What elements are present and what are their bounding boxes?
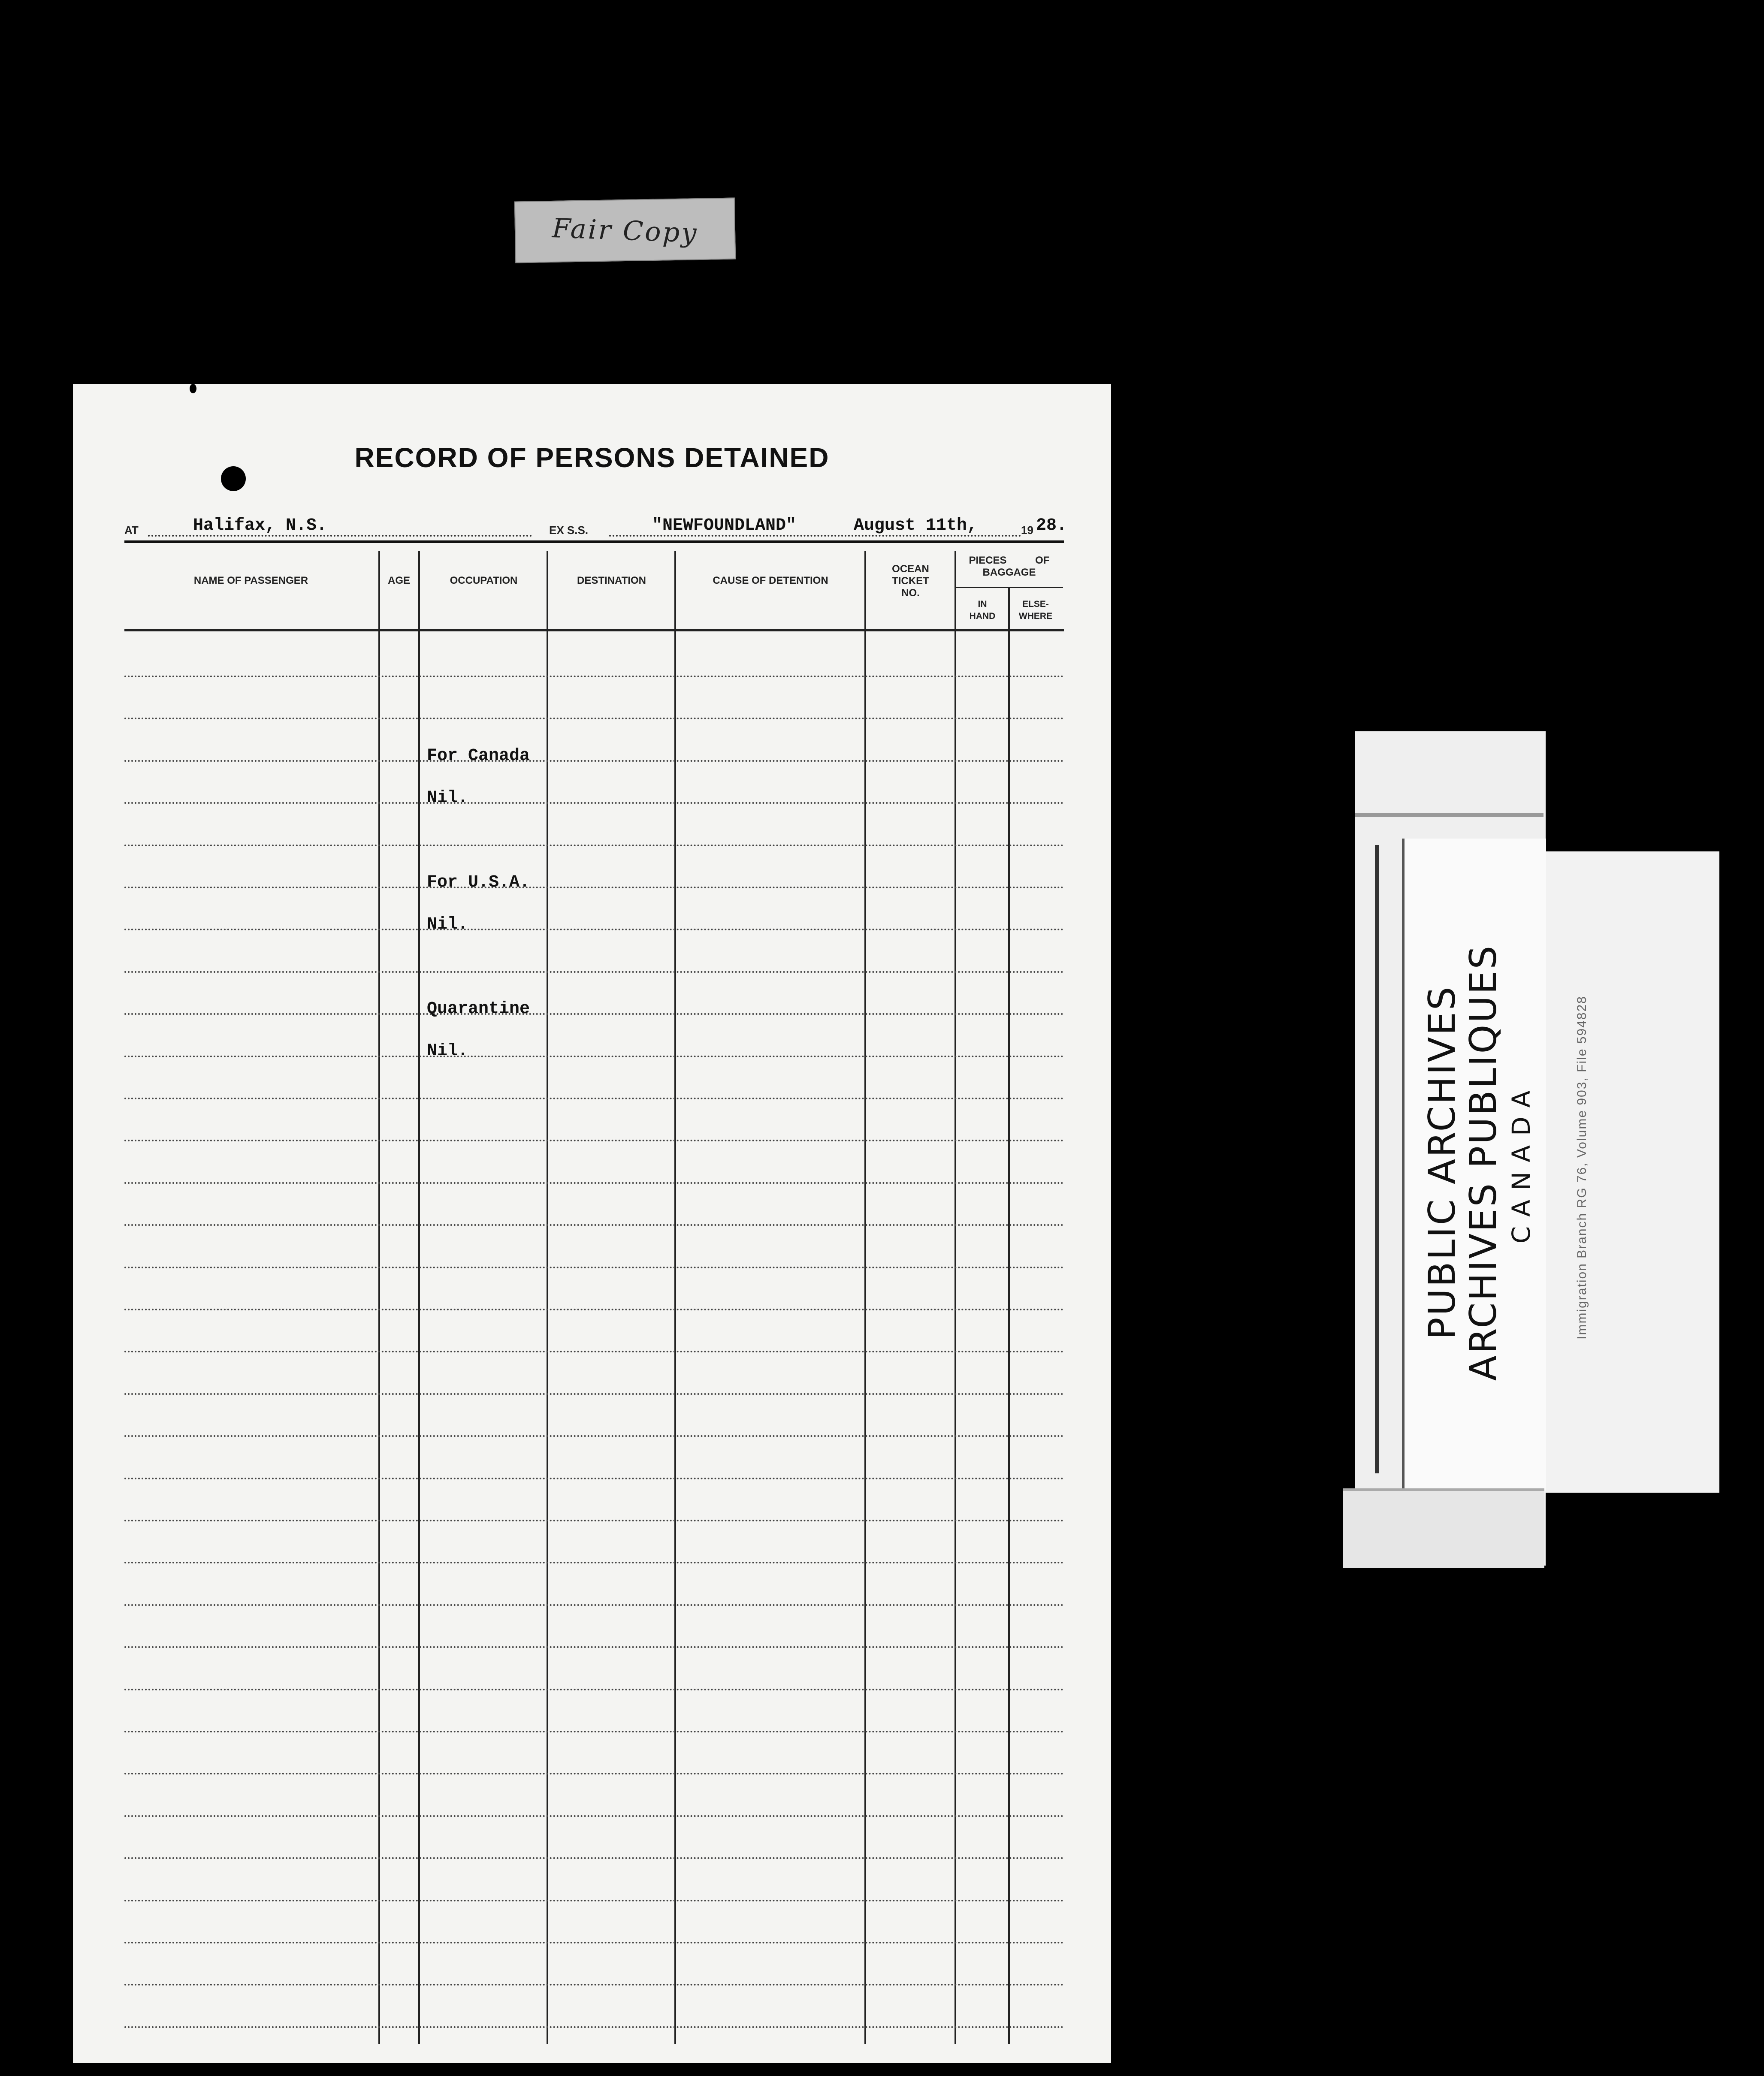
row-line [124,1309,1064,1310]
column-divider [864,551,866,2044]
archive-tag-spine [1375,845,1379,1473]
row-line [124,887,1064,888]
archive-reference-text: Immigration Branch RG 76, Volume 903, File 594828 [1575,996,1589,1340]
row-line [124,1731,1064,1732]
row-line [124,760,1064,762]
ship-name: "NEWFOUNDLAND" [652,516,797,535]
row-line [124,1140,1064,1141]
row-line [124,1689,1064,1690]
entry-for-usa: For U.S.A. [427,873,530,892]
entry-nil-quarantine: Nil. [427,1041,468,1061]
ex-ss-label: EX S.S. [549,524,589,537]
row-line [124,1056,1064,1057]
row-line [124,1900,1064,1901]
column-divider [378,551,380,2044]
entry-for-canada: For Canada [427,746,530,766]
header-cause-of-detention: CAUSE OF DETENTION [713,575,828,586]
year-prefix: 19 [1021,524,1033,537]
at-value: Halifax, N.S. [193,516,327,535]
row-line [124,1773,1064,1774]
archive-stamp-line-2: ARCHIVES PUBLIQUES [1462,944,1505,1381]
column-divider [418,551,420,2044]
copy-label-text: Fair Copy [551,212,699,249]
row-line [124,1942,1064,1943]
entry-quarantine: Quarantine [427,999,530,1019]
row-line [124,802,1064,804]
row-line [124,1351,1064,1352]
row-line [124,1478,1064,1479]
row-line [124,1182,1064,1184]
header-elsewhere: ELSE- WHERE [1018,599,1053,621]
row-line [124,718,1064,719]
archive-stamp [1381,944,1579,1381]
column-divider [954,551,956,2044]
arrival-date: August 11th, [854,516,978,535]
header-age: AGE [387,575,410,586]
row-line [124,676,1064,677]
archive-tag-bottom-fold [1343,1488,1544,1568]
row-line [124,845,1064,846]
row-line [124,1098,1064,1099]
row-line [124,929,1064,930]
header-destination: DESTINATION [577,575,646,586]
form-title: RECORD OF PERSONS DETAINED [354,442,830,473]
entry-nil-canada: Nil. [427,788,468,808]
entry-nil-usa: Nil. [427,915,468,934]
row-line [124,1520,1064,1521]
row-line [124,1984,1064,1985]
row-line [124,1562,1064,1563]
archive-tag-fold [1355,813,1544,817]
row-line [124,1857,1064,1859]
archive-stamp-line-1: PUBLIC ARCHIVES [1421,985,1464,1340]
header-in-hand: IN HAND [969,599,996,621]
row-line [124,1815,1064,1817]
row-line [124,1435,1064,1437]
header-name-of-passenger: NAME OF PASSENGER [193,575,308,586]
form-sheet [73,384,1111,2063]
header-pieces-of-baggage: PIECES OF BAGGAGE [969,555,1050,578]
row-line [124,1013,1064,1015]
column-divider [547,551,548,2044]
header-rule [124,629,1064,631]
row-line [124,1224,1064,1226]
row-line [124,1646,1064,1648]
row-line [124,1267,1064,1268]
row-line [124,1393,1064,1395]
column-divider [674,551,676,2044]
row-line [124,1604,1064,1606]
archive-stamp-line-3: CANADA [1507,1081,1536,1244]
form-info-line [124,513,1068,538]
header-ocean-ticket-no: OCEAN TICKET NO. [892,563,929,599]
heading-rule [124,540,1064,543]
copy-label [514,198,736,263]
year-value: 28. [1036,516,1067,535]
column-divider [1008,587,1010,2044]
corner-mark [190,384,196,393]
row-line [124,971,1064,973]
header-occupation: OCCUPATION [450,575,518,586]
row-line [124,2026,1064,2028]
at-label: AT [124,524,139,537]
